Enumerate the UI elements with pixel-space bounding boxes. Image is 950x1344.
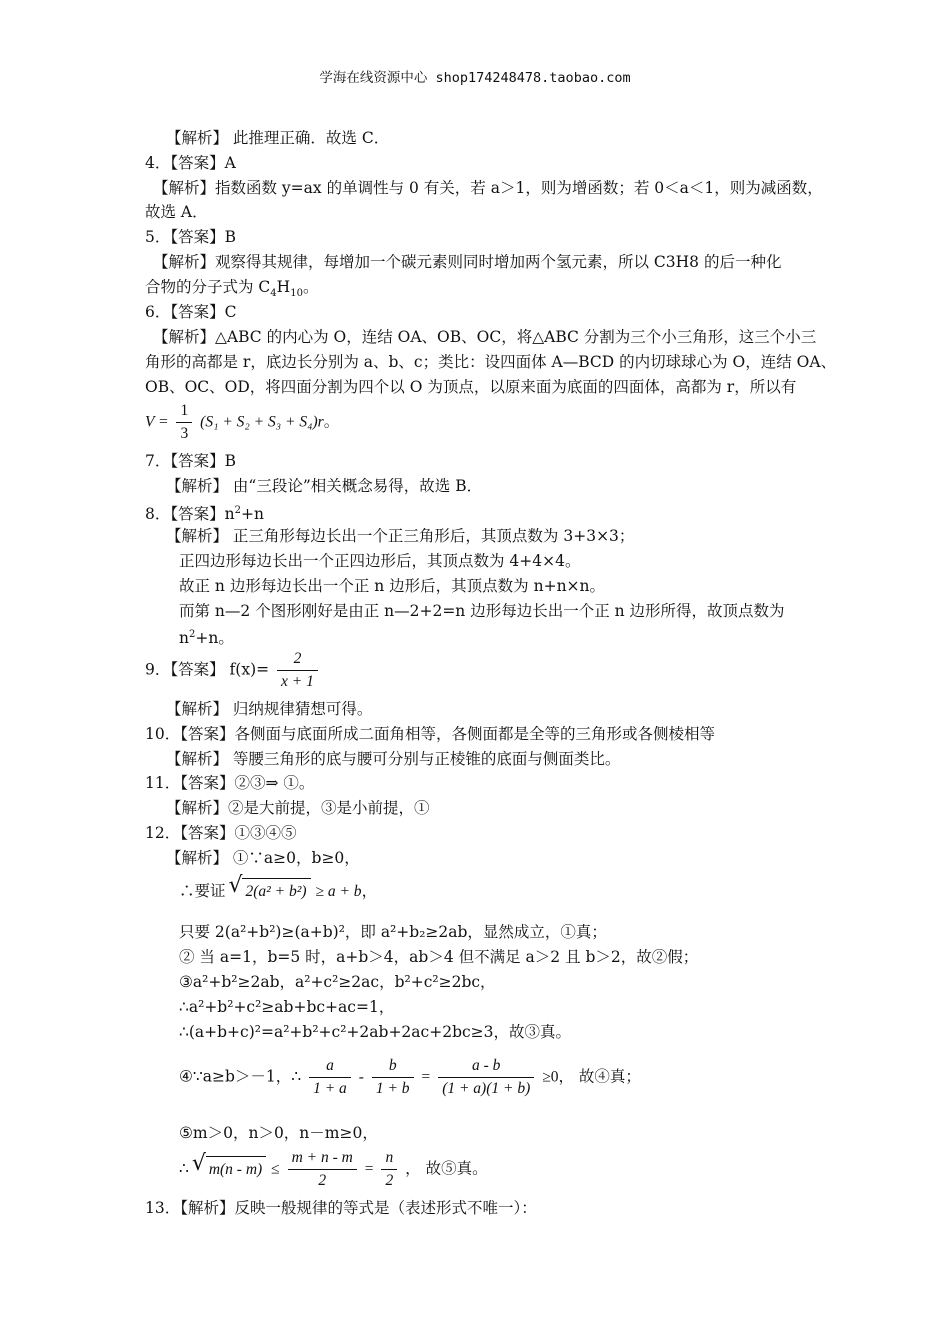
text-line: 【解析】 此推理正确．故选 C． <box>166 129 390 147</box>
text-line: 【解析】观察得其规律，每增加一个碳元素则同时增加两个氢元素，所以 C3H8 的后一种化 <box>153 253 782 271</box>
text-line: ∴(a+b+c)²=a²+b²+c²+2ab+2ac+2bc≥3，故③真。 <box>179 1023 572 1041</box>
text-line: 【解析】△ABC 的内心为 O，连结 OA、OB、OC，将△ABC 分割为三个小三角形，这三个小三 <box>153 328 817 346</box>
formula-volume: V = $\frac{1}{3}$ (S₁ + S₂ + S₃ + S₄)r。 <box>145 402 340 442</box>
text-line: 只要 2(a²+b²)≥(a+b)²，即 a²+b₂≥2ab，显然成立，①真； <box>179 923 607 941</box>
answer-13: 13．【解析】反映一般规律的等式是（表述形式不唯一）： <box>145 1199 537 1217</box>
text-line: $n^2+n$。 <box>179 629 234 648</box>
formula-fraction-diff: ④∵a≥b＞－1，∴ $\frac{a}{1 + a}$ - $\frac{b}{1 + b}$ = $\frac{a - b}{(1 + a)(1 + b)}$ ≥0， 故④真； <box>179 1057 641 1097</box>
text-line: 故选 A． <box>145 203 208 221</box>
answer-10: 10．【答案】各侧面与底面所成二面角相等，各侧面都是全等的三角形或各侧棱相等 <box>145 725 715 743</box>
text-line: 而第 n—2 个图形刚好是由正 n—2+2=n 边形每边长出一个正 n 边形所得，故顶点数为 <box>179 602 785 620</box>
answer-9: 9．【答案】 f(x)= $\frac{2}{x + 1}$ <box>145 648 321 693</box>
answer-4: 4．【答案】A <box>145 154 236 172</box>
page-header: 学海在线资源中心 shop174248478.taobao.com <box>319 70 631 86</box>
text-line: 【解析】指数函数 y=ax 的单调性与 0 有关，若 a＞1，则为增函数；若 0＜a＜1，则为减函数， <box>153 179 823 197</box>
text-line: 合物的分子式为 $C_4H_{10}$。 <box>145 278 319 300</box>
text-line: 正四边形每边长出一个正四边形后，其顶点数为 4+4×4。 <box>179 552 581 570</box>
text-line: OB、OC、OD，将四面分割为四个以 O 为顶点，以原来面为底面的四面体，高都为 r，所以有 <box>145 378 797 396</box>
text-line: 【解析】 正三角形每边长出一个正三角形后，其顶点数为 3+3×3； <box>166 527 635 545</box>
text-line: 角形的高都是 r，底边长分别为 a、b、c；类比：设四面体 A—BCD 的内切球球心为 O，连结 OA、 <box>145 353 837 371</box>
text-line: 【解析】 ①∵a≥0，b≥0， <box>166 849 360 867</box>
text-line: 【解析】②是大前提，③是小前提，① <box>166 799 430 817</box>
text-line: ∴a²+b²+c²≥ab+bc+ac=1， <box>179 998 395 1016</box>
answer-11: 11．【答案】②③⇒ ①。 <box>145 774 315 792</box>
text-line: 【解析】 由“三段论”相关概念易得，故选 B． <box>166 477 483 495</box>
text-line: 【解析】 等腰三角形的底与腰可分别与正棱锥的底面与侧面类比。 <box>166 750 621 768</box>
answer-5: 5．【答案】B <box>145 228 237 246</box>
text-line: ⑤m＞0，n＞0，n－m≥0， <box>179 1124 378 1142</box>
text-line: 故正 n 边形每边长出一个正 n 边形后，其顶点数为 n+n×n。 <box>179 577 606 595</box>
formula-sqrt-ineq: ∴要证 √ 2(a² + b²) ≥ a + b， <box>179 878 377 903</box>
answer-12: 12．【答案】①③④⑤ <box>145 824 297 842</box>
answer-8: 8．【答案】$n^2+n$ <box>145 505 264 524</box>
text-line: ③a²+b²≥2ab，a²+c²≥2ac，b²+c²≥2bc， <box>179 973 496 991</box>
answer-6: 6．【答案】C <box>145 303 237 321</box>
formula-sqrt-mn: ∴ √ m(n - m) ≤ $\frac{m + n - m}{2}$ = $\frac{n}{2}$ ， 故⑤真。 <box>179 1147 488 1192</box>
answer-7: 7．【答案】B <box>145 452 237 470</box>
text-line: ② 当 a=1，b=5 时，a+b＞4，ab＞4 但不满足 a＞2 且 b＞2，故②假； <box>179 948 699 966</box>
text-line: 【解析】 归纳规律猜想可得。 <box>166 700 373 718</box>
